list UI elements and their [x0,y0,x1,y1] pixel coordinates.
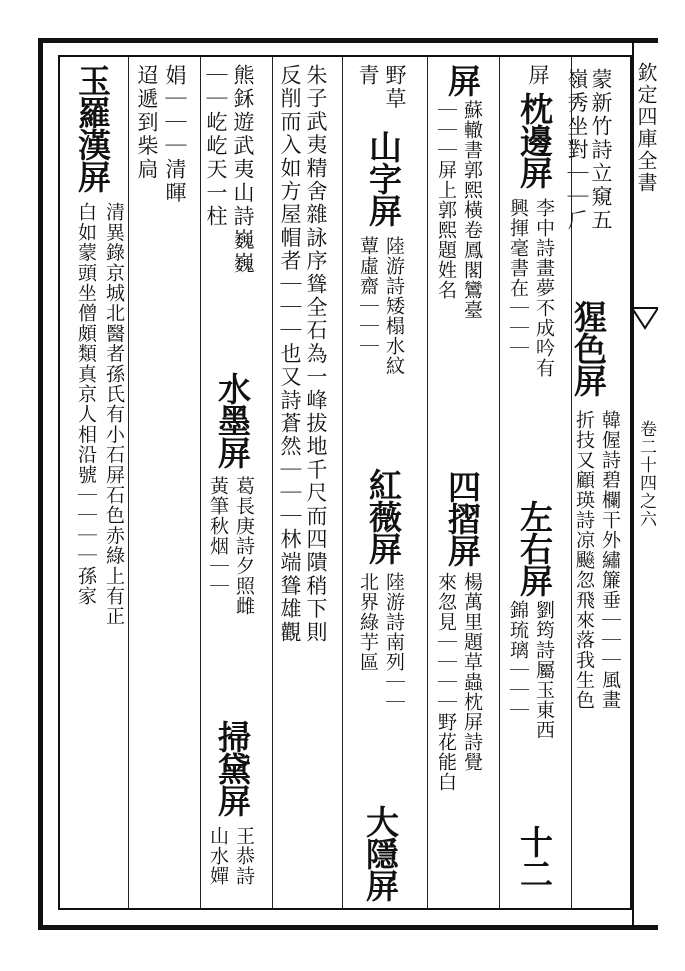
column-text: 蕈虛齋｜｜｜ [357,236,379,356]
column-text: 嶺秀坐對｜｜𠂆 [565,68,589,233]
column-rule [342,57,343,908]
column-text: 劉筠詩屬玉東西 [533,600,555,740]
column-rule [427,57,428,908]
column-text: 黃筆秋烟｜｜ [207,476,229,596]
entry-heading: 山字屏 [364,130,403,226]
column-rule [200,57,201,908]
column-text: 蒙新竹詩立窺五 [589,68,613,233]
entry-heading: 枕邊屏 [515,92,554,188]
entry-heading: 左右屏 [515,500,554,596]
column-text: 山水嬋 [207,826,229,886]
column-text: 韓偓詩碧欄干外繡簾垂｜｜｜風畫 [599,410,621,710]
fish-tail-mark [632,298,658,418]
column-text: 反削而入如方屋帽者｜｜｜也又詩蒼然｜｜｜林端聳雄觀 [278,64,302,644]
column-text: 李中詩畫夢不成吟有 [533,198,555,378]
column-text: 葛長庚詩夕照雌 [233,476,255,616]
column-rule [128,57,129,908]
column-text: 來忽見｜｜｜｜野花能白 [435,572,457,792]
entry-heading: 掃黛屏 [213,720,252,816]
column-text: 折技又顧瑛詩凉飈忽飛來落我生色 [573,410,595,710]
column-text: 王恭詩 [233,826,255,886]
column-text: 娟｜｜｜清暉 [163,64,187,205]
column-text: 陸游詩矮榻水紋 [383,236,405,376]
column-text: 興揮毫書在｜｜｜ [507,198,529,358]
column-text: 蘇轍書郭熙橫卷鳳閣鸞臺 [461,100,483,320]
column-text: ｜｜｜屏上郭熙題姓名 [435,100,457,300]
column-text: 清異錄京城北醫者孫氏有小石屏石色赤綠上有正 [103,202,125,627]
entry-heading: 紅薇屏 [364,468,403,564]
column-text: 熊鉌遊武夷山詩巍巍 [231,64,255,276]
entry-heading: 水墨屏 [213,372,252,468]
entry-heading: 玉羅漢屏 [73,64,112,192]
entry-heading: 十二 [515,825,554,889]
column-text: 迢遞到柴扃 [135,64,159,182]
column-text: 陸游詩南列｜｜ [383,572,405,712]
column-text: 楊萬里題草蟲枕屏詩覺 [461,572,483,772]
column-text: 北界綠芋區 [357,572,379,672]
entry-heading: 猩色屏 [569,300,608,396]
column-text: 野草 [383,64,407,111]
entry-heading: 屏 [443,64,482,96]
column-text: 屏 [526,64,550,88]
column-text: ｜｜屹屹天一柱 [204,64,228,229]
column-text: 白如蒙頭坐僧頗類真京人相沿號｜｜｜｜孫家 [75,202,97,606]
book-title: 欽定四庫全書 [634,62,658,194]
column-rule [272,57,273,908]
entry-heading: 大隱屏 [361,805,400,901]
volume-label: 卷二十四之六 [636,420,656,528]
column-text: 青 [356,64,380,88]
entry-heading: 四摺屏 [443,470,482,566]
column-text: 錦琉璃｜｜｜ [507,600,529,720]
column-rule [499,57,500,908]
column-text: 朱子武夷精舍雜詠序聳全石為一峰拔地千尺而四隤稍下則 [304,64,328,644]
